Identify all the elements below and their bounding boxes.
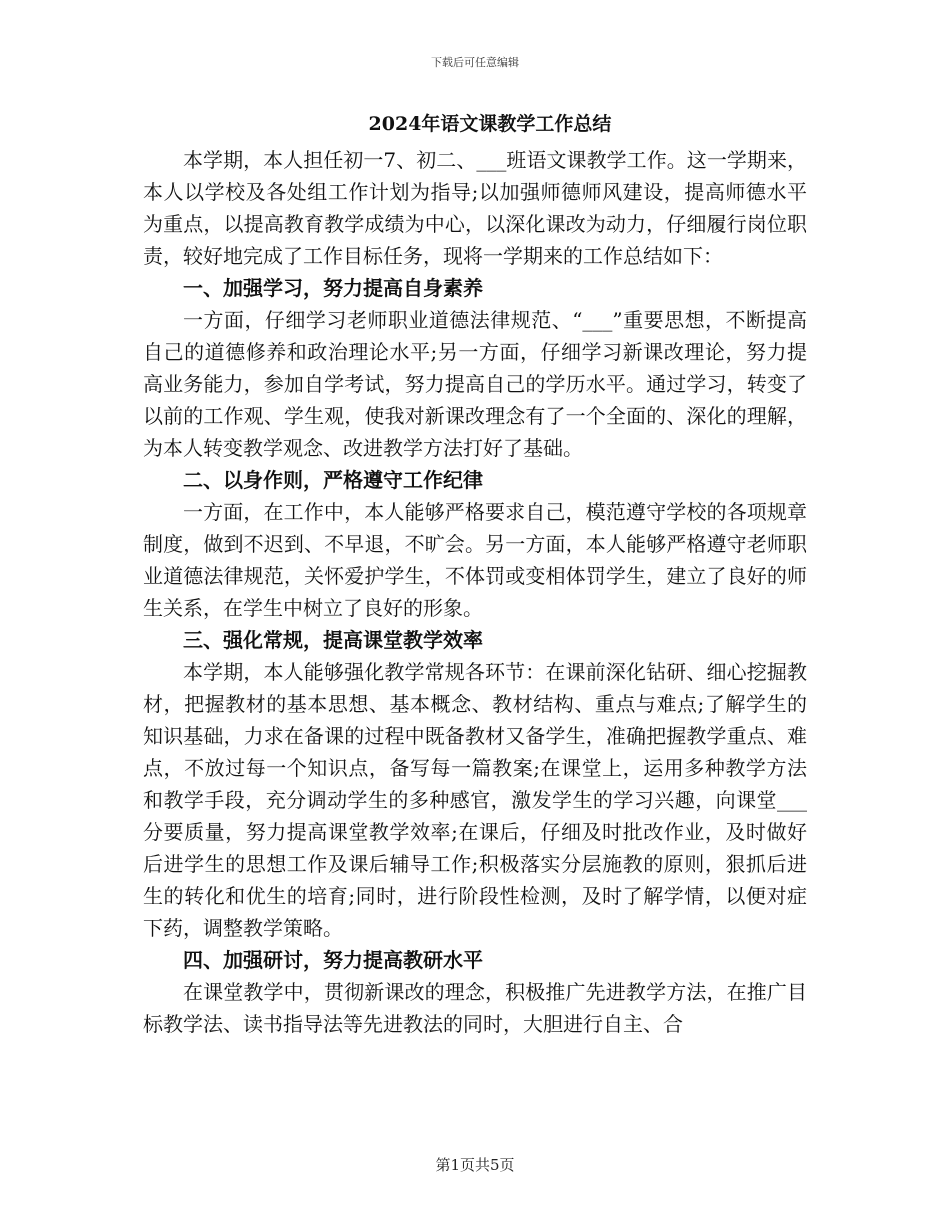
intro-paragraph: 本学期，本人担任初一7、初二、___班语文课教学工作。这一学期来，本人以学校及各处组工作计划为指导;以加强师德师风建设，提高师德水平为重点，以提高教育教学成绩为中心，以深化课改为动力，仔细履行岗位职责，较好地完成了工作目标任务，现将一学期来的工作总结如下： — [143, 148, 807, 268]
header-note: 下载后可任意编辑 — [431, 56, 519, 69]
document-body — [143, 104, 807, 1040]
section-body-3: 本学期，本人能够强化教学常规各环节：在课前深化钻研、细心挖掘教材，把握教材的基本思想、基本概念、教材结构、重点与难点;了解学生的知识基础，力求在备课的过程中既备教材又备学生，准确把握教学重点、难点，不放过每一个知识点，备写每一篇教案;在课堂上，运用多种教学方法和教学手段，充分调动学生的多种感官，激发学生的学习兴趣，向课堂___分要质量，努力提高课堂教学效率;在课后，仔细及时批改作业，及时做好后进学生的思想工作及课后辅导工作;积极落实分层施教的原则，狠抓后进生的转化和优生的培育;同时，进行阶段性检测，及时了解学情，以便对症下药，调整教学策略。 — [143, 660, 807, 940]
section-body-4: 在课堂教学中，贯彻新课改的理念，积极推广先进教学方法，在推广目标教学法、读书指导法等先进教法的同时，大胆进行自主、合 — [143, 980, 807, 1036]
section-heading-3: 三、强化常规，提高课堂教学效率 — [183, 628, 483, 652]
document-title: 2024年语文课教学工作总结 — [368, 113, 612, 135]
page-number: 第1页共5页 — [435, 1156, 515, 1174]
section-heading-2: 二、以身作则，严格遵守工作纪律 — [183, 468, 483, 492]
section-heading-4: 四、加强研讨，努力提高教研水平 — [183, 948, 483, 972]
section-body-2: 一方面，在工作中，本人能够严格要求自己，模范遵守学校的各项规章制度，做到不迟到、不早退，不旷会。另一方面，本人能够严格遵守老师职业道德法律规范，关怀爱护学生，不体罚或变相体罚学生，建立了良好的师生关系，在学生中树立了良好的形象。 — [143, 500, 807, 620]
section-body-1: 一方面，仔细学习老师职业道德法律规范、“___”重要思想，不断提高自己的道德修养和政治理论水平;另一方面，仔细学习新课改理论，努力提高业务能力，参加自学考试，努力提高自己的学历水平。通过学习，转变了以前的工作观、学生观，使我对新课改理念有了一个全面的、深化的理解，为本人转变教学观念、改进教学方法打好了基础。 — [143, 308, 807, 460]
section-heading-1: 一、加强学习，努力提高自身素养 — [183, 276, 483, 300]
